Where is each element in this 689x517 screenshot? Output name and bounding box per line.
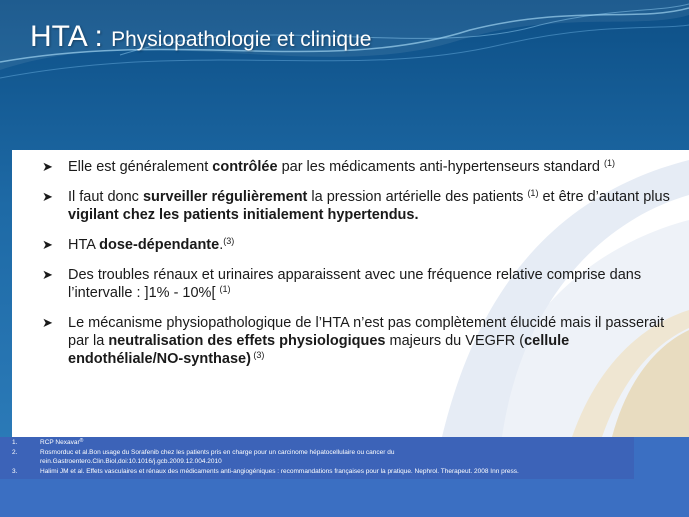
references-footer (0, 437, 689, 517)
bullet-item: ➤ Le mécanisme physiopathologique de l’HTA n’est pas complètement élucidé mais il passerait par la neutralisation des effets physiologiques majeurs du VEGFR (cellule endothéliale/NO-synthase) $^{(3)}$ (42, 315, 665, 367)
arrow-right-icon: ➤ (42, 237, 53, 252)
arrow-right-icon: ➤ (42, 159, 53, 174)
slide-title-main: HTA : (30, 20, 112, 53)
reference-item: 1. RCP Nexavar® (12, 438, 84, 446)
arrow-right-icon: ➤ (42, 189, 53, 204)
arrow-right-icon: ➤ (42, 315, 53, 330)
arrow-right-icon: ➤ (42, 267, 53, 282)
bullet-item: ➤ HTA dose-dépendante.$^{(3)}$ (42, 236, 235, 253)
bullet-item: ➤ Il faut donc surveiller régulièrement la pression artérielle des patients $^{(1)}$ et être d’autant plus vigilant chez les patients initialement hypertendus. (42, 188, 670, 223)
bullet-item: ➤ Des troubles rénaux et urinaires apparaissent avec une fréquence relative comprise dans l’intervalle : ]1% - 10%[ $^{(1)}$ (42, 267, 642, 301)
slide-title (30, 20, 371, 54)
content-panel (12, 150, 689, 437)
bullet-item: ➤ Elle est généralement contrôlée par les médicaments anti-hypertenseurs standard $^{(1)}$ (42, 158, 615, 175)
reference-item-continuation: rein.Gastroentero.Clin.Biol,doi:10.1016/j.gcb.2009.12.004.2010 (40, 458, 222, 465)
bullet-list (42, 158, 672, 380)
reference-item: 3. Halimi JM et al. Effets vasculaires et rénaux des médicaments anti-angiogéniques : recommandations françaises pour la pratique. Nephrol. Therapeut. 2008 Inn press. (12, 468, 519, 475)
reference-item: 2. Rosmorduc et al.Bon usage du Sorafenib chez les patients pris en charge pour un carcinome hépatocellulaire ou cancer du (12, 449, 395, 456)
slide-title-sub: Physiopathologie et clinique (111, 28, 372, 51)
